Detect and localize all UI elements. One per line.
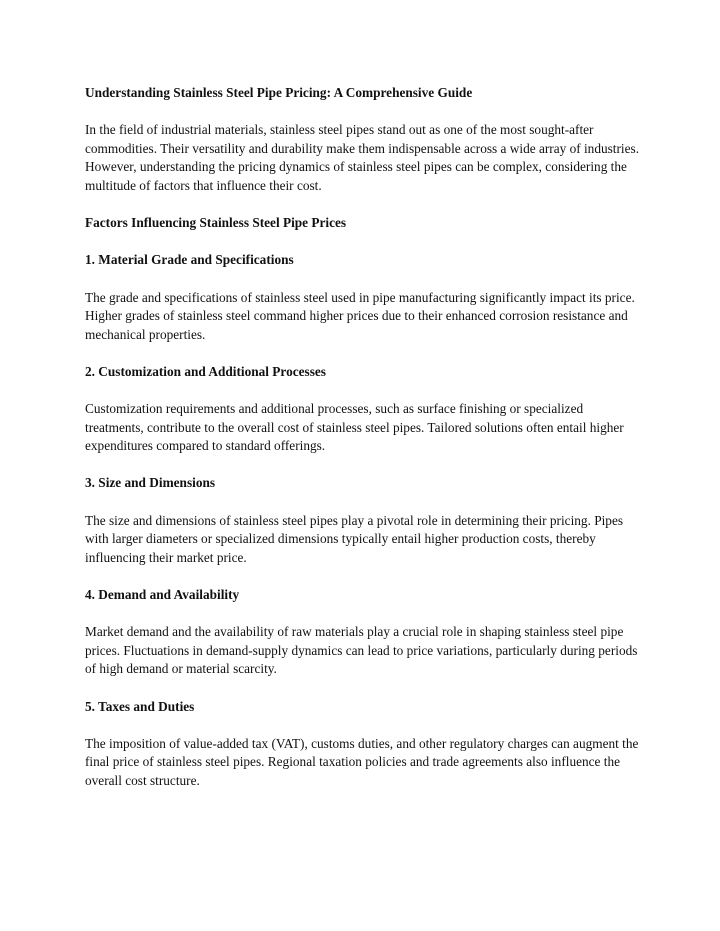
factor-heading-material-grade: 1. Material Grade and Specifications bbox=[85, 252, 294, 268]
factor-body-material-grade: The grade and specifications of stainless steel used in pipe manufacturing significantly impact its price. Higher grades of stainless steel command higher prices due to their enhanced corrosion resistance and mechanical properties. bbox=[85, 289, 635, 342]
section-heading: Factors Influencing Stainless Steel Pipe Prices bbox=[85, 215, 347, 231]
factor-body-demand: Market demand and the availability of raw materials play a crucial role in shaping stainless steel pipe prices. Fluctuations in demand-supply dynamics can lead to price variations, particularly during periods of high demand or material scarcity. bbox=[85, 624, 638, 677]
document-content bbox=[85, 84, 640, 809]
factor-body-taxes: The imposition of value-added tax (VAT), customs duties, and other regulatory charges can augment the final price of stainless steel pipes. Regional taxation policies and trade agreements also influence the overall cost structure. bbox=[85, 735, 639, 788]
document-title: Understanding Stainless Steel Pipe Pricing: A Comprehensive Guide bbox=[85, 85, 473, 100]
factor-heading-customization: 2. Customization and Additional Processes bbox=[85, 363, 326, 379]
factor-heading-demand: 4. Demand and Availability bbox=[85, 587, 240, 603]
factor-body-customization: Customization requirements and additional processes, such as surface finishing or specialized treatments, contribute to the overall cost of stainless steel pipes. Tailored solutions often entail higher expenditures compared to standard offerings. bbox=[85, 401, 624, 454]
factor-body-size: The size and dimensions of stainless steel pipes play a pivotal role in determining their pricing. Pipes with larger diameters or specialized dimensions typically entail higher production costs, thereby influencing their market price. bbox=[85, 512, 624, 565]
factor-heading-taxes: 5. Taxes and Duties bbox=[85, 698, 195, 714]
factor-heading-size: 3. Size and Dimensions bbox=[85, 475, 216, 491]
intro-paragraph: In the field of industrial materials, stainless steel pipes stand out as one of the most sought-after commodities. Their versatility and durability make them indispensable across a wide array of industries. However, understanding the pricing dynamics of stainless steel pipes can be complex, considering the multitude of factors that influence their cost. bbox=[85, 122, 640, 193]
